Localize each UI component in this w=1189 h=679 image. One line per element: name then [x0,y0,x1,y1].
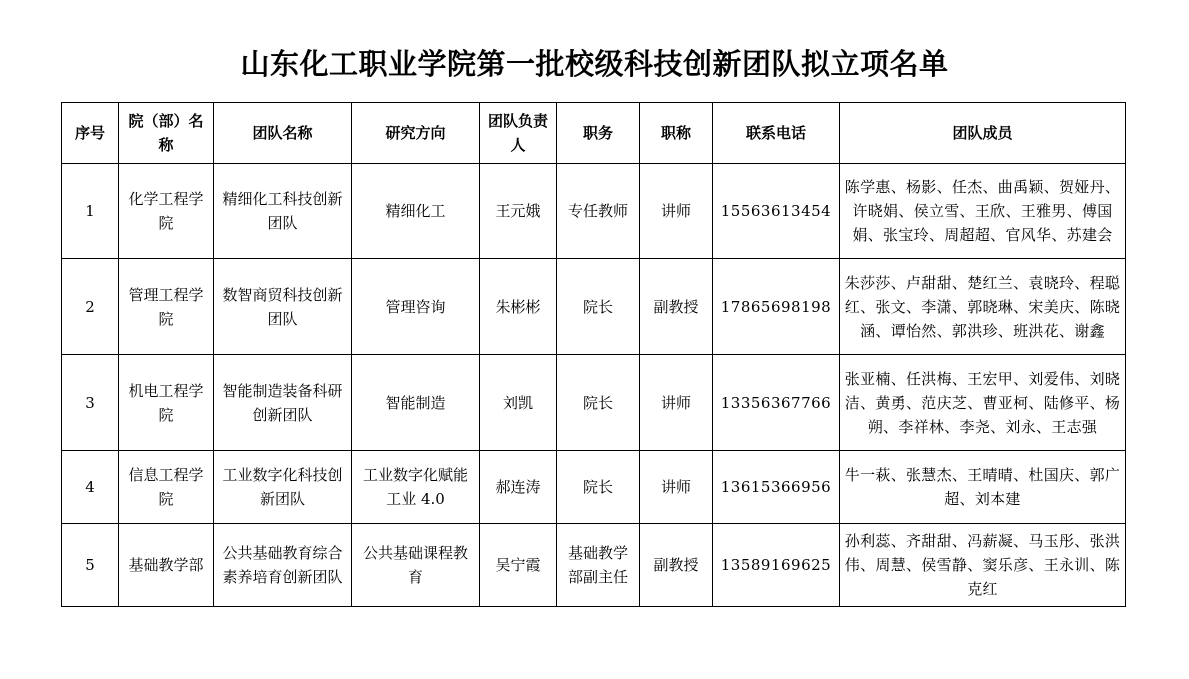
header-rank: 职称 [640,103,713,164]
row-position: 基础教学部副主任 [557,524,640,607]
row-college: 机电工程学院 [119,355,214,451]
row-team-name: 智能制造装备科研创新团队 [214,355,352,451]
row-index: 4 [62,451,119,524]
table-row [62,259,1126,355]
header-leader: 团队负责人 [480,103,557,164]
table-row [62,524,1126,607]
row-index: 5 [62,524,119,607]
row-index: 3 [62,355,119,451]
row-position: 院长 [557,355,640,451]
row-rank: 副教授 [640,524,713,607]
table-row [62,355,1126,451]
row-members: 陈学惠、杨影、任杰、曲禹颖、贺娅丹、许晓娟、侯立雪、王欣、王雅男、傅国娟、张宝玲、周超超、官风华、苏建会 [840,164,1126,259]
header-direction: 研究方向 [352,103,480,164]
row-leader: 吴宁霞 [480,524,557,607]
row-members: 张亚楠、任洪梅、王宏甲、刘爱伟、刘晓洁、黄勇、范庆芝、曹亚柯、陆修平、杨朔、李祥林、李尧、刘永、王志强 [840,355,1126,451]
row-direction: 智能制造 [352,355,480,451]
team-roster-table [61,102,1126,607]
header-position: 职务 [557,103,640,164]
row-members: 朱莎莎、卢甜甜、楚红兰、袁晓玲、程聪红、张文、李潇、郭晓琳、宋美庆、陈晓涵、谭怡然、郭洪珍、班洪花、谢鑫 [840,259,1126,355]
row-members: 牛一萩、张慧杰、王晴晴、杜国庆、郭广超、刘本建 [840,451,1126,524]
row-position: 专任教师 [557,164,640,259]
row-team-name: 公共基础教育综合素养培育创新团队 [214,524,352,607]
header-index: 序号 [62,103,119,164]
row-leader: 刘凯 [480,355,557,451]
row-phone: 17865698198 [713,259,840,355]
row-team-name: 精细化工科技创新团队 [214,164,352,259]
row-index: 2 [62,259,119,355]
row-college: 管理工程学院 [119,259,214,355]
row-index: 1 [62,164,119,259]
row-team-name: 工业数字化科技创新团队 [214,451,352,524]
row-direction: 工业数字化赋能工业 4.0 [352,451,480,524]
row-position: 院长 [557,259,640,355]
row-direction: 精细化工 [352,164,480,259]
row-leader: 郝连涛 [480,451,557,524]
table-row [62,164,1126,259]
row-direction: 管理咨询 [352,259,480,355]
row-direction: 公共基础课程教育 [352,524,480,607]
row-college: 信息工程学院 [119,451,214,524]
header-college: 院（部）名称 [119,103,214,164]
table-header-row [62,103,1126,164]
page-title: 山东化工职业学院第一批校级科技创新团队拟立项名单 [240,47,949,81]
row-phone: 15563613454 [713,164,840,259]
table-row [62,451,1126,524]
row-phone: 13615366956 [713,451,840,524]
row-leader: 王元娥 [480,164,557,259]
row-position: 院长 [557,451,640,524]
header-members: 团队成员 [840,103,1126,164]
row-team-name: 数智商贸科技创新团队 [214,259,352,355]
row-rank: 副教授 [640,259,713,355]
row-phone: 13356367766 [713,355,840,451]
row-college: 基础教学部 [119,524,214,607]
row-phone: 13589169625 [713,524,840,607]
row-leader: 朱彬彬 [480,259,557,355]
header-team-name: 团队名称 [214,103,352,164]
row-rank: 讲师 [640,451,713,524]
header-phone: 联系电话 [713,103,840,164]
row-rank: 讲师 [640,355,713,451]
row-members: 孙利蕊、齐甜甜、冯薪凝、马玉彤、张洪伟、周慧、侯雪静、窦乐彦、王永训、陈克红 [840,524,1126,607]
row-rank: 讲师 [640,164,713,259]
row-college: 化学工程学院 [119,164,214,259]
